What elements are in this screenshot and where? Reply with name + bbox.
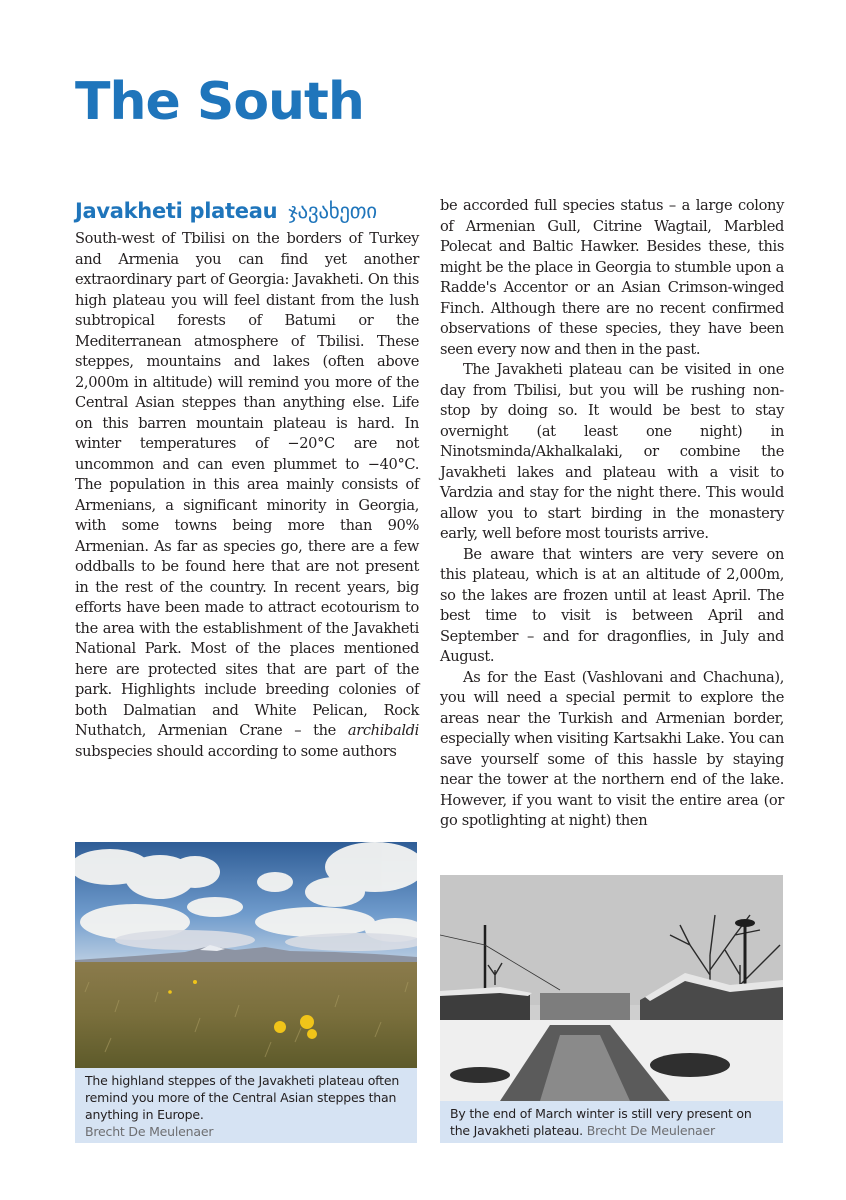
figure-caption-steppe — [75, 1068, 417, 1140]
page-title: The South — [75, 72, 364, 132]
body-text-col1-end: subspecies should according to some authors — [75, 742, 397, 760]
section-heading-georgian: ჯავახეთი — [288, 199, 377, 223]
caption-text: The highland steppes of the Javakheti plateau often remind you more of the Central Asian steppes than anything in Europe. — [85, 1073, 400, 1122]
body-paragraph-5: As for the East (Vashlovani and Chachuna), you will need a special permit to explore the areas near the Turkish and Armenian border, especially when visiting Kartsakhi Lake. You can save yourself some of this hassle by staying near the tower at the northern end of the lake. However, if you want to visit the entire area (or go spotlighting at night) then — [440, 668, 784, 829]
photo-credit: Brecht De Meulenaer — [586, 1123, 715, 1138]
photo-credit: Brecht De Meulenaer — [85, 1124, 214, 1139]
section-heading — [75, 196, 419, 226]
left-column — [75, 196, 419, 762]
steppe-photo — [75, 842, 417, 1068]
body-paragraph-3: The Javakheti plateau can be visited in one day from Tbilisi, but you will be rushing non-stop by doing so. It would be best to stay overnight (at least one night) in Ninotsminda/Akhalkalaki, or combine the Javakheti lakes and plateau with a visit to Vardzia and stay for the night there. This would allow you to start birding in the monastery early, well before most tourists arrive. — [440, 361, 784, 542]
body-text-col1: South-west of Tbilisi on the borders of Turkey and Armenia you can find yet another extraordinary part of Georgia: Javakheti. On this high plateau you will feel distant from the lush subtropical forests of Batumi or the Mediterranean atmosphere of Tbilisi. These steppes, mountains and lakes (often above 2,000m in altitude) will remind you more of the Central Asian steppes than anything else. Life on this barren mountain plateau is hard. In winter temperatures of −20°C are not uncommon and can even plummet to −40°C. The population in this area mainly consists of Armenians, a significant minority in Georgia, with some towns being more than 90% Armenian. As far as species go, there are a few oddballs to be found here that are not present in the rest of the country. In recent years, big efforts have been made to attract ecotourism to the area with the establishment of the Javakheti National Park. Most of the places mentioned here are protected sites that are part of the park. Highlights include breeding colonies of both Dalmatian and White Pelican, Rock Nuthatch, Armenian Crane – the — [75, 230, 419, 739]
right-column — [440, 196, 784, 832]
figure-winter-village — [440, 875, 783, 1143]
body-italic-term: archibaldi — [347, 722, 419, 739]
body-paragraph-1 — [75, 229, 419, 762]
figure-caption-winter-village — [440, 1101, 783, 1139]
body-paragraph-4: Be aware that winters are very severe on this plateau, which is at an altitude of 2,000m, so the lakes are frozen until at least April. The best time to visit is between April and September – and for dragonflies, in July and August. — [440, 545, 784, 665]
figure-steppe — [75, 842, 417, 1143]
winter-village-photo — [440, 875, 783, 1101]
body-paragraph-2: be accorded full species status – a large colony of Armenian Gull, Citrine Wagtail, Marbled Polecat and Baltic Hawker. Besides these, this might be the place in Georgia to stumble upon a Radde's Accentor or an Asian Crimson-winged Finch. Although there are no recent confirmed observations of these species, they have been seen every now and then in the past. — [440, 197, 784, 358]
caption-text: By the end of March winter is still very present on the Javakheti plateau. — [450, 1106, 752, 1138]
section-heading-text: Javakheti plateau — [75, 199, 278, 223]
